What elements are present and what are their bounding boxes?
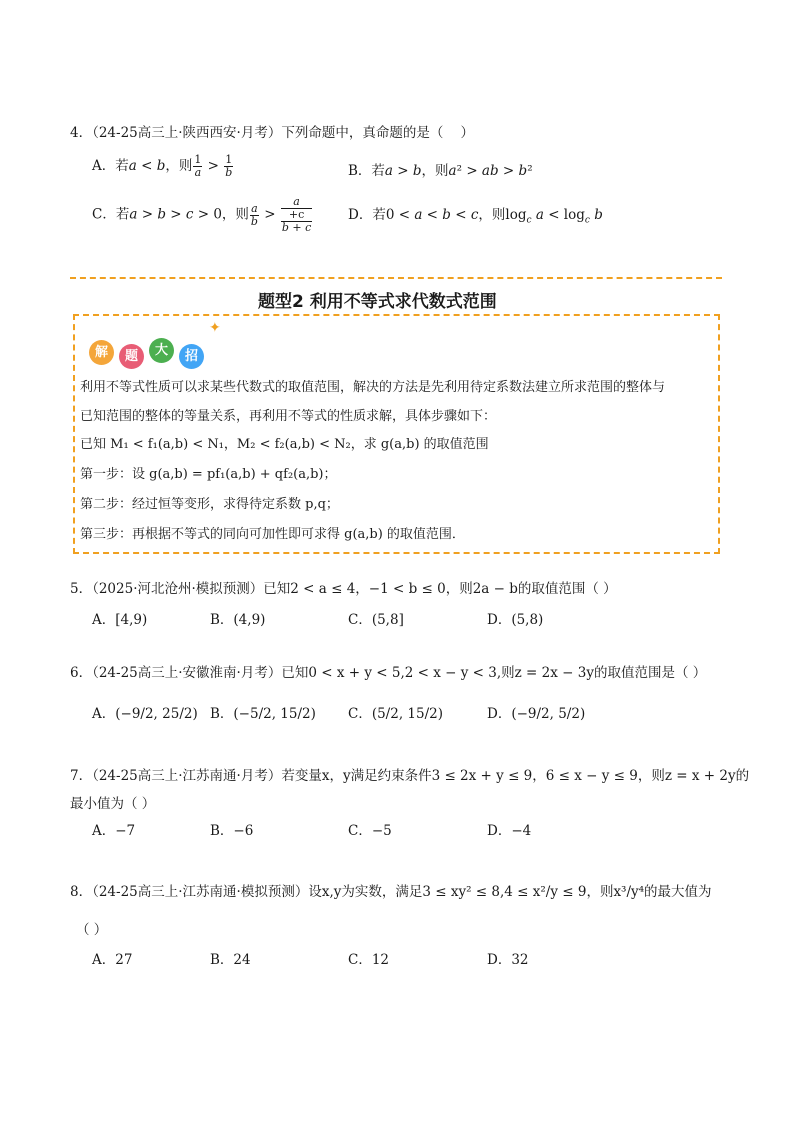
q4-option-b[interactable]: B．若a > b，则a² > ab > b² [348, 163, 533, 179]
badge-jie: 解 [89, 340, 114, 365]
q5-option-a[interactable]: A．[4,9) [92, 612, 148, 628]
tip-line-6: 第三步：再根据不等式的同向可加性即可求得 g(a,b) 的取值范围． [80, 527, 465, 542]
tip-line-1: 利用不等式性质可以求某些代数式的取值范围，解决的方法是先利用待定系数法建立所求范围的整体与 [80, 380, 666, 395]
tip-line-3: 已知 M₁ < f₁(a,b) < N₁，M₂ < f₂(a,b) < N₂，求 g(a,b) 的取值范围 [80, 437, 489, 452]
tip-line-4: 第一步：设 g(a,b) = pf₁(a,b) + qf₂(a,b)； [80, 467, 337, 482]
q5-option-c[interactable]: C．(5,8] [348, 612, 404, 628]
q6-stem: 6．（24-25高三上·安徽淮南·月考）已知0 < x + y < 5,2 < x − y < 3,则z = 2x − 3y的取值范围是（ ） [70, 665, 707, 681]
section-title: 题型2 利用不等式求代数式范围 [258, 292, 497, 312]
q7-option-a[interactable]: A．−7 [92, 823, 136, 839]
q8-option-b[interactable]: B．24 [210, 952, 251, 968]
q7-stem: 7．（24-25高三上·江苏南通·月考）若变量x，y满足约束条件3 ≤ 2x + y ≤ 9，6 ≤ x − y ≤ 9，则z = x + 2y的 [70, 768, 750, 784]
q6-option-a[interactable]: A．(−9/2, 25/2) [92, 706, 198, 722]
q7-option-d[interactable]: D．−4 [487, 823, 532, 839]
q5-stem: 5．（2025·河北沧州·模拟预测）已知2 < a ≤ 4，−1 < b ≤ 0，则2a − b的取值范围（ ） [70, 581, 617, 597]
q8-option-c[interactable]: C．12 [348, 952, 390, 968]
q4-option-a[interactable]: A．若a < b，则 $\frac{1}{a}$ > $\frac{1}{b}$ [92, 153, 233, 179]
badge-ti: 题 [119, 344, 144, 369]
tip-line-5: 第二步：经过恒等变形，求得待定系数 p,q； [80, 497, 339, 512]
q6-option-d[interactable]: D．(−9/2, 5/2) [487, 706, 586, 722]
badge-zhao: 招 [179, 344, 204, 369]
q6-option-b[interactable]: B．(−5/2, 15/2) [210, 706, 316, 722]
q4-stem: 4．（24-25高三上·陕西西安·月考）下列命题中，真命题的是（ ） [70, 125, 475, 141]
q8-stem: 8．（24-25高三上·江苏南通·模拟预测）设x,y为实数，满足3 ≤ xy² ≤ 8,4 ≤ x²/y ≤ 9，则x³/y⁴的最大值为 [70, 884, 712, 900]
q8-option-d[interactable]: D．32 [487, 952, 529, 968]
q7-option-b[interactable]: B．−6 [210, 823, 254, 839]
badge-da: 大 [149, 338, 174, 363]
q5-option-b[interactable]: B．(4,9) [210, 612, 266, 628]
section-top-divider [70, 277, 722, 279]
q7-option-c[interactable]: C．−5 [348, 823, 392, 839]
q4-option-d[interactable]: D．若0 < a < b < c，则$\log_c a < \log_c b$ [348, 207, 603, 226]
q5-option-d[interactable]: D．(5,8) [487, 612, 544, 628]
q8-option-a[interactable]: A．27 [92, 952, 133, 968]
tip-box [73, 314, 720, 554]
q6-option-c[interactable]: C．(5/2, 15/2) [348, 706, 443, 722]
q8-stem-line2: （ ） [76, 922, 108, 938]
q7-stem-line2: 最小值为（ ） [70, 796, 156, 812]
sparkle-icon: ✦ [209, 320, 221, 336]
q4-option-c[interactable]: C．若a > b > c > 0，则 $\frac{a}{b}$ > a +c b + c [92, 195, 312, 234]
tip-line-2: 已知范围的整体的等量关系，再利用不等式的性质求解，具体步骤如下： [80, 409, 497, 424]
